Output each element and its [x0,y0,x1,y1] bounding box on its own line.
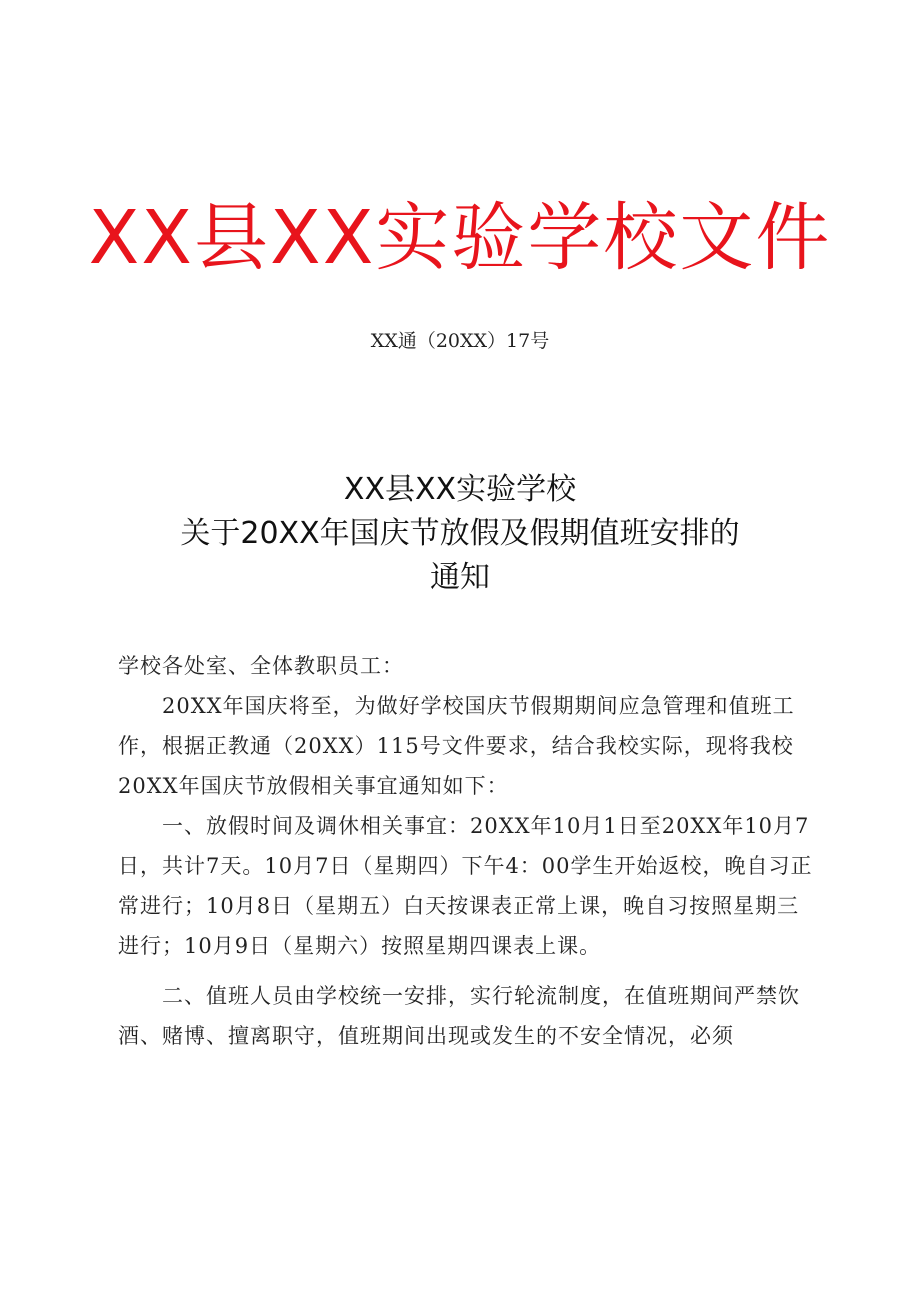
paragraph-holiday-schedule: 一、放假时间及调休相关事宜：20XX年10月1日至20XX年10月7日，共计7天。10月7日（星期四）下午4：00学生开始返校，晚自习正常进行；10月8日（星期五）白天按课表正常上课，晚自习按照星期三进行；10月9日（星期六）按照星期四课表上课。 [118,814,813,958]
document-number: XX通（20XX）17号 [370,330,550,352]
paragraph-duty-arrangement: 二、值班人员由学校统一安排，实行轮流制度，在值班期间严禁饮酒、赌博、擅离职守，值班期间出现或发生的不安全情况，必须 [118,984,800,1048]
notice-title-line-1: XX县XX实验学校 [343,472,577,507]
document-header-title: XX县XX实验学校文件 [88,195,832,281]
notice-title-line-3: 通知 [430,560,490,595]
notice-title [0,468,920,600]
notice-title-line-2: 关于20XX年国庆节放假及假期值班安排的 [180,516,740,551]
salutation: 学校各处室、全体教职员工： [118,654,404,678]
notice-body [118,646,818,1056]
paragraph-intro: 20XX年国庆将至，为做好学校国庆节假期期间应急管理和值班工作，根据正教通（20XX）115号文件要求，结合我校实际，现将我校20XX年国庆节放假相关事宜通知如下： [118,694,795,798]
